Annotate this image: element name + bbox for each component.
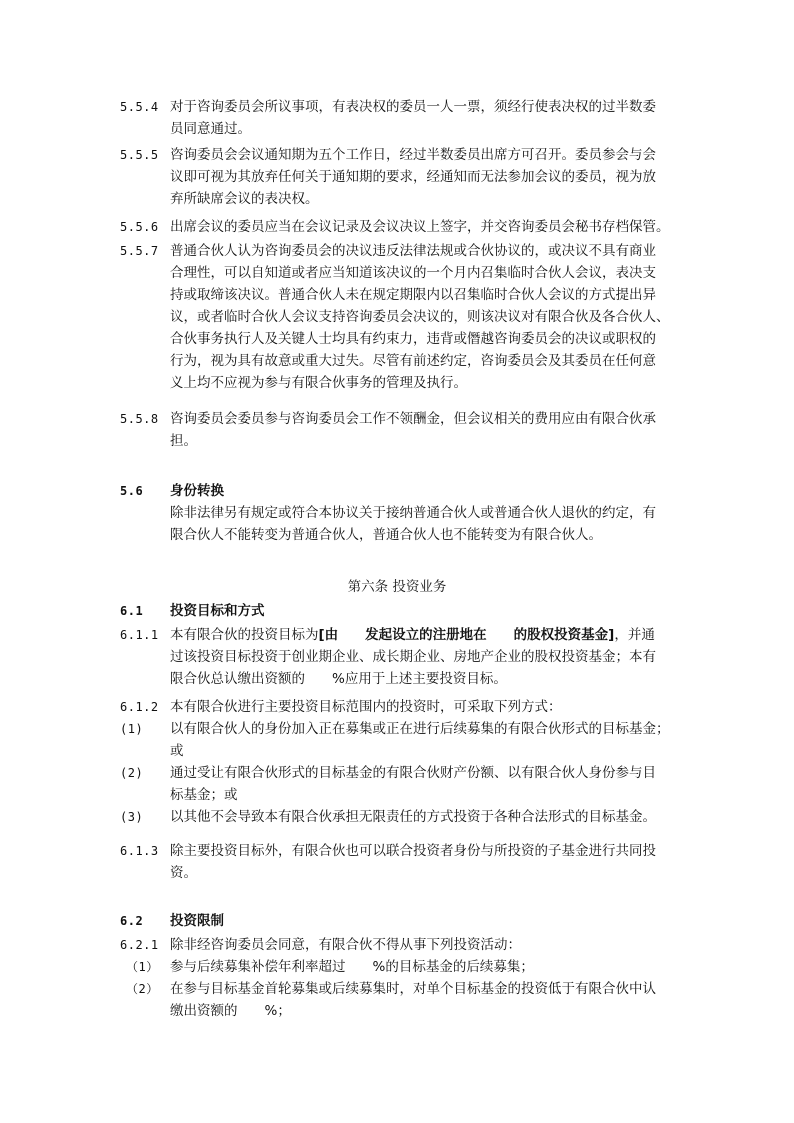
clause-6-2-1 (0, 934, 794, 1022)
section-title: 投资限制 (170, 913, 224, 929)
clause-6-1-3 (0, 840, 794, 884)
list-item-text: 缴出资额的 %； (170, 1003, 291, 1019)
clause-number: 6.2.1 (120, 938, 159, 952)
clause-text-line: 议即可视为其放弃任何关于通知期的要求，经通知而无法参加会议的委员，视为放 (170, 169, 656, 185)
list-item-number: (2) (120, 766, 144, 780)
clause-number: 5.5.7 (120, 244, 159, 258)
list-item-text: 在参与目标基金首轮募集或后续募集时，对单个目标基金的投资低于有限合伙中认 (170, 981, 656, 997)
list-item-text: 通过受让有限合伙形式的目标基金的有限合伙财产份额、以有限合伙人身份参与目 (170, 765, 656, 781)
article-title: 第六条 投资业务 (347, 579, 447, 595)
section-5-6 (0, 480, 794, 546)
clause-text-line: 出席会议的委员应当在会议记录及会议决议上签字，并交咨询委员会秘书存档保管。 (170, 219, 670, 235)
clause-number: 6.1.3 (120, 844, 159, 858)
clause-number: 5.5.8 (120, 412, 159, 426)
list-item-text: 标基金；或 (170, 787, 238, 803)
section-6-2 (0, 910, 794, 932)
section-title: 身份转换 (170, 483, 224, 499)
clause-6-1-1 (0, 624, 794, 690)
clause-text-line: 合理性，可以自知道或者应当知道该决议的一个月内召集临时合伙人会议，表决支 (170, 265, 656, 281)
clause-text-line: 对于咨询委员会所议事项，有表决权的委员一人一票，须经行使表决权的过半数委 (170, 99, 656, 115)
clause-number: 6.1.2 (120, 700, 159, 714)
article-6-heading (0, 576, 794, 598)
list-item-text: 参与后续募集补偿年利率超过 %的目标基金的后续募集； (170, 959, 534, 975)
list-item-text: 或 (170, 743, 184, 759)
clause-text-line: 义上均不应视为参与有限合伙事务的管理及执行。 (170, 375, 467, 391)
clause-text-line: 担。 (170, 433, 197, 449)
clause-text-post: ，并通 (614, 627, 655, 643)
list-item-number: （1） (126, 960, 159, 974)
clause-number: 5.5.6 (120, 220, 159, 234)
clause-6-1-2 (0, 696, 794, 828)
clause-5-5-5 (0, 144, 794, 210)
clause-text-line: 持或取缔该决议。普通合伙人未在规定期限内以召集临时合伙人会议的方式提出异 (170, 287, 656, 303)
clause-text-line: 议，或者临时合伙人会议支持咨询委员会决议的，则该决议对有限合伙及各合伙人、 (170, 309, 670, 325)
section-title: 投资目标和方式 (170, 603, 265, 619)
clause-text-line: 员同意通过。 (170, 121, 251, 137)
clause-5-5-6 (0, 216, 794, 238)
clause-number: 6.1.1 (120, 628, 159, 642)
clause-number: 5.5.4 (120, 100, 159, 114)
clause-text-line: 过该投资目标投资于创业期企业、成长期企业、房地产企业的股权投资基金；本有 (170, 649, 656, 665)
clause-5-5-8 (0, 408, 794, 452)
clause-text-pre: 本有限合伙的投资目标为 (170, 627, 319, 643)
clause-text-line: 合伙事务执行人及关键人士均具有约束力，违背或僭越咨询委员会的决议或职权的 (170, 331, 656, 347)
clause-text-line (170, 624, 655, 646)
clause-text-line: 除非经咨询委员会同意，有限合伙不得从事下列投资活动： (170, 937, 521, 953)
clause-text-line: 本有限合伙进行主要投资目标范围内的投资时，可采取下列方式： (170, 699, 562, 715)
fund-placeholder: [由 发起设立的注册地在 的股权投资基金] (318, 627, 615, 643)
clause-text-line: 行为，视为具有故意或重大过失。尽管有前述约定，咨询委员会及其委员在任何意 (170, 353, 656, 369)
section-number: 6.1 (120, 604, 144, 618)
section-number: 6.2 (120, 914, 144, 928)
clause-text-line: 咨询委员会会议通知期为五个工作日，经过半数委员出席方可召开。委员参会与会 (170, 147, 656, 163)
clause-number: 5.5.5 (120, 148, 159, 162)
section-number: 5.6 (120, 484, 144, 498)
list-item-number: (1) (120, 722, 144, 736)
clause-text-line: 限合伙人不能转变为普通合伙人，普通合伙人也不能转变为有限合伙人。 (170, 527, 602, 543)
clause-text-line: 除非法律另有规定或符合本协议关于接纳普通合伙人或普通合伙人退伙的约定，有 (170, 505, 656, 521)
clause-text-line: 弃所缺席会议的表决权。 (170, 191, 319, 207)
section-6-1 (0, 600, 794, 622)
list-item-text: 以有限合伙人的身份加入正在募集或正在进行后续募集的有限合伙形式的目标基金； (170, 721, 670, 737)
list-item-number: （2） (126, 982, 159, 996)
list-item-number: (3) (120, 810, 144, 824)
clause-text-line: 资。 (170, 865, 197, 881)
clause-5-5-7 (0, 240, 794, 394)
clause-text-line: 普通合伙人认为咨询委员会的决议违反法律法规或合伙协议的，或决议不具有商业 (170, 243, 656, 259)
list-item-text: 以其他不会导致本有限合伙承担无限责任的方式投资于各种合法形式的目标基金。 (170, 809, 656, 825)
clause-text-line: 除主要投资目标外，有限合伙也可以联合投资者身份与所投资的子基金进行共同投 (170, 843, 656, 859)
clause-text-line: 咨询委员会委员参与咨询委员会工作不领酬金，但会议相关的费用应由有限合伙承 (170, 411, 656, 427)
clause-text-line: 限合伙总认缴出资额的 %应用于上述主要投资目标。 (170, 671, 507, 687)
clause-5-5-4 (0, 96, 794, 140)
